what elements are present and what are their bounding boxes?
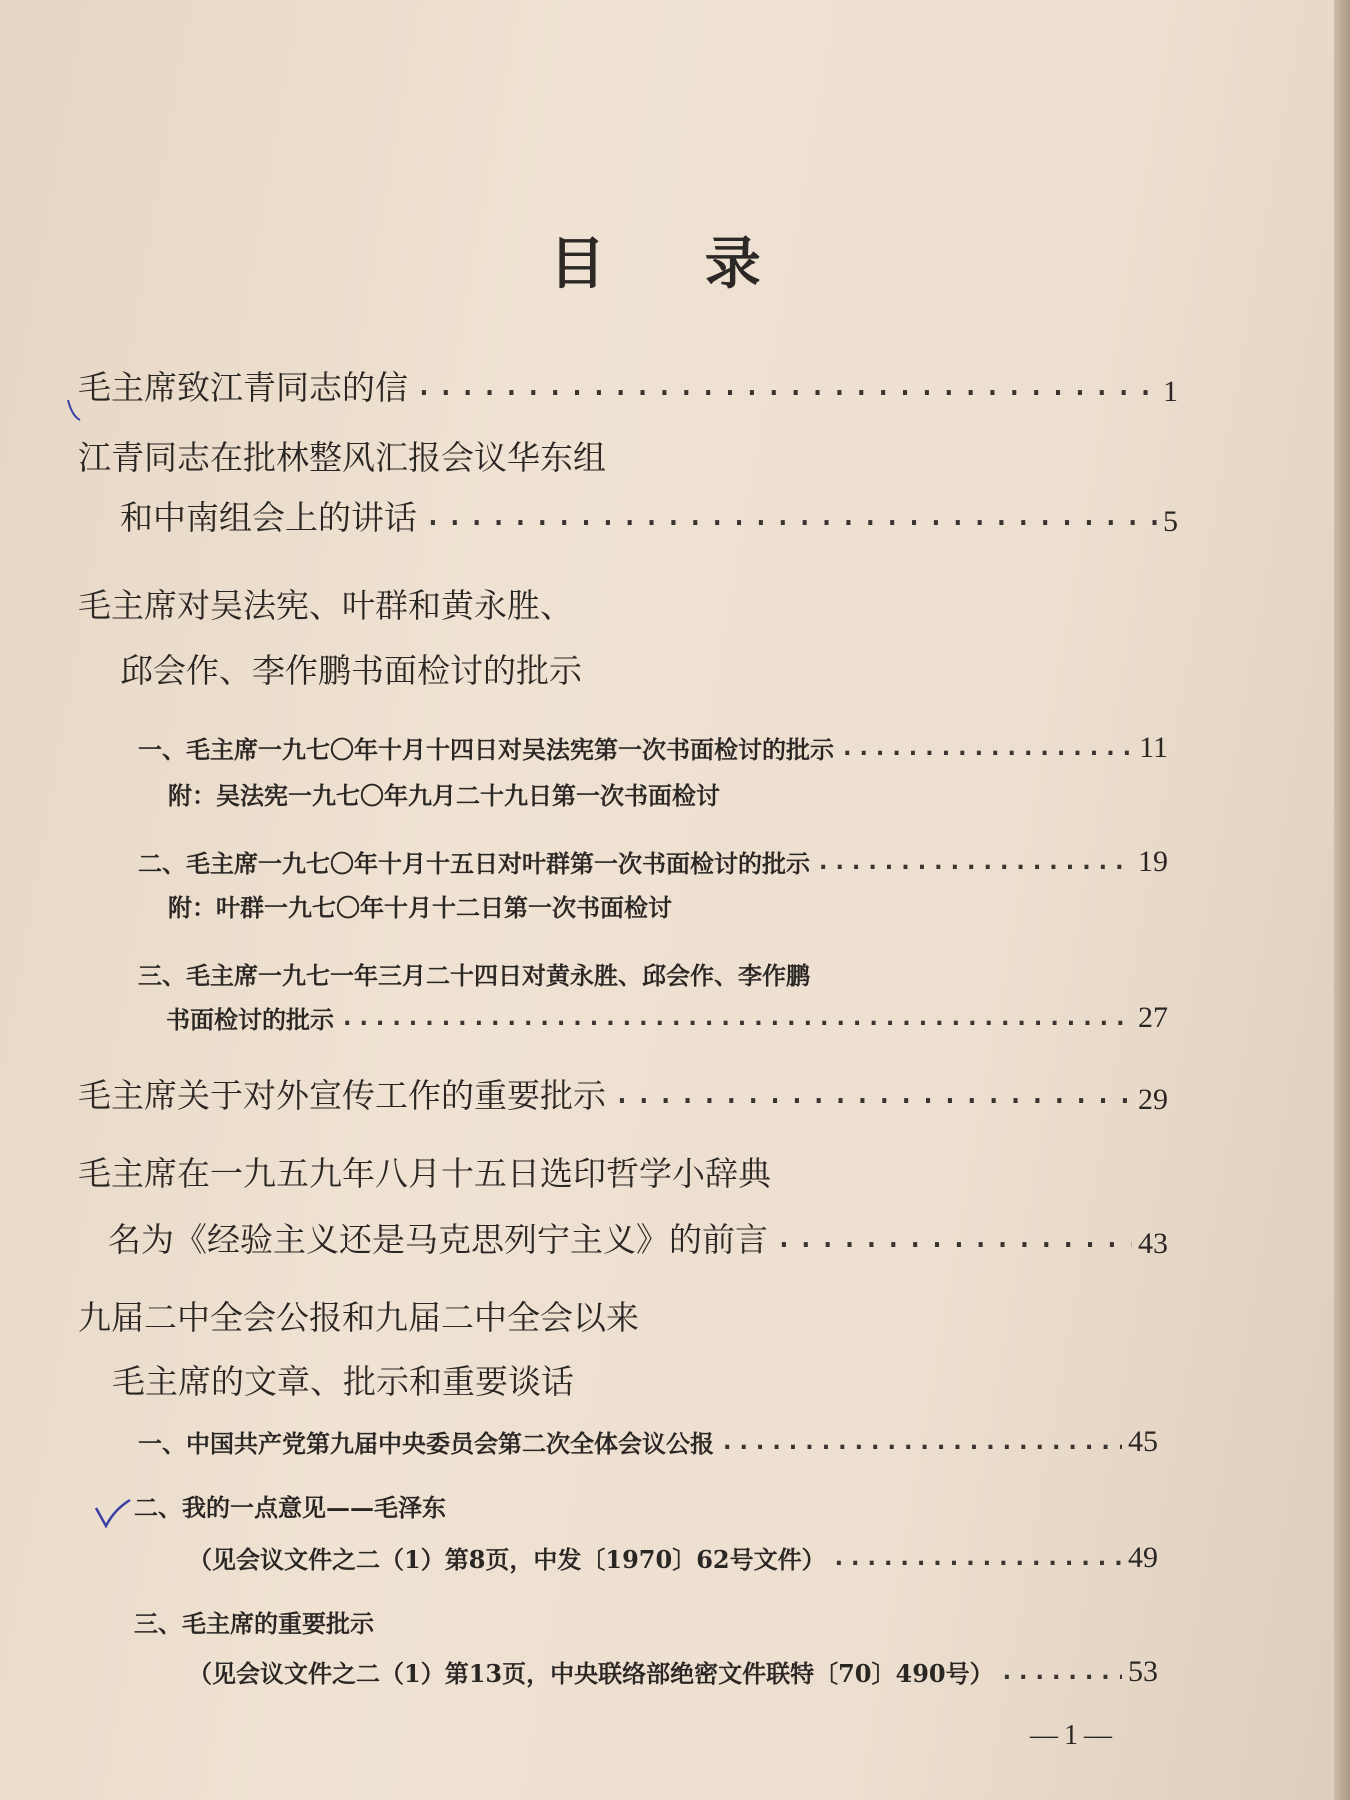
toc-subentry-3-2	[138, 844, 1168, 879]
page-number: 43	[1138, 1227, 1168, 1260]
leader-dots	[423, 506, 1157, 539]
toc-subentry-6-2-line1: 二、我的一点意见——毛泽东	[134, 1493, 446, 1522]
toc-subentry-6-3	[188, 1654, 1158, 1689]
toc-entry-text: 二、毛主席一九七〇年十月十五日对叶群第一次书面检讨的批示	[138, 849, 810, 878]
toc-entry-text: 书面检讨的批示	[166, 1005, 334, 1034]
toc-entry-3-line1: 毛主席对吴法宪、叶群和黄永胜、	[78, 586, 573, 625]
page-number: 11	[1139, 731, 1168, 764]
page-number: 45	[1128, 1425, 1158, 1458]
toc-entry-text: 毛主席关于对外宣传工作的重要批示	[78, 1076, 606, 1115]
toc-entry-3-line2: 邱会作、李作鹏书面检讨的批示	[120, 651, 582, 690]
toc-entry-text: 和中南组会上的讲话	[120, 498, 417, 537]
toc-entry-2-line1: 江青同志在批林整风汇报会议华东组	[78, 438, 606, 477]
page-number: 5	[1163, 505, 1178, 538]
toc-entry-text: 毛主席致江青同志的信	[78, 368, 408, 407]
toc-subentry-3-3-line1: 三、毛主席一九七一年三月二十四日对黄永胜、邱会作、李作鹏	[138, 961, 810, 990]
toc-entry-text: 一、毛主席一九七〇年十月十四日对吴法宪第一次书面检讨的批示	[138, 735, 834, 764]
leader-dots	[720, 1435, 1122, 1459]
toc-entry-2	[120, 492, 1178, 539]
toc-entry-5	[108, 1214, 1168, 1261]
page-number: 29	[1138, 1083, 1168, 1116]
toc-entry-text: 名为《经验主义还是马克思列宁主义》的前言	[108, 1220, 768, 1259]
page-number: 53	[1128, 1655, 1158, 1688]
toc-entry-text: （见会议文件之二（1）第8页，中发〔1970〕62号文件）	[188, 1545, 826, 1574]
toc-entry-5-line1: 毛主席在一九五九年八月十五日选印哲学小辞典	[78, 1154, 771, 1193]
toc-subentry-3-1	[138, 730, 1168, 765]
toc-note-3-1: 附：吴法宪一九七〇年九月二十九日第一次书面检讨	[168, 781, 720, 810]
toc-note-3-2: 附：叶群一九七〇年十月十二日第一次书面检讨	[168, 893, 672, 922]
leader-dots	[340, 1011, 1132, 1035]
toc-entry-4	[78, 1070, 1168, 1117]
toc-entry-text: （见会议文件之二（1）第13页，中央联络部绝密文件联特〔70〕490号）	[188, 1659, 994, 1688]
leader-dots	[816, 855, 1132, 879]
toc-subentry-3-3	[166, 1000, 1168, 1035]
page-number: 49	[1128, 1541, 1158, 1574]
leader-dots	[832, 1551, 1122, 1575]
pen-check-mark	[92, 1496, 132, 1532]
toc-subentry-6-3-line1: 三、毛主席的重要批示	[134, 1609, 374, 1638]
leader-dots	[840, 741, 1133, 765]
page-number: 27	[1138, 1001, 1168, 1034]
toc-subentry-6-1	[138, 1424, 1158, 1459]
leader-dots	[612, 1084, 1132, 1117]
toc-entry-text: 一、中国共产党第九届中央委员会第二次全体会议公报	[138, 1429, 714, 1458]
page-footer-number: —1—	[1030, 1720, 1118, 1751]
toc-entry-1	[78, 362, 1178, 409]
leader-dots	[774, 1228, 1132, 1261]
toc-entry-6-line1: 九届二中全会公报和九届二中全会以来	[78, 1298, 639, 1337]
leader-dots	[414, 376, 1157, 409]
page-number: 19	[1138, 845, 1168, 878]
pen-tick-mark	[64, 396, 84, 426]
page-title: 目 录	[549, 231, 801, 297]
leader-dots	[1000, 1665, 1122, 1689]
toc-entry-6-line2: 毛主席的文章、批示和重要谈话	[112, 1362, 574, 1401]
page-number: 1	[1163, 375, 1178, 408]
toc-subentry-6-2	[188, 1540, 1158, 1575]
